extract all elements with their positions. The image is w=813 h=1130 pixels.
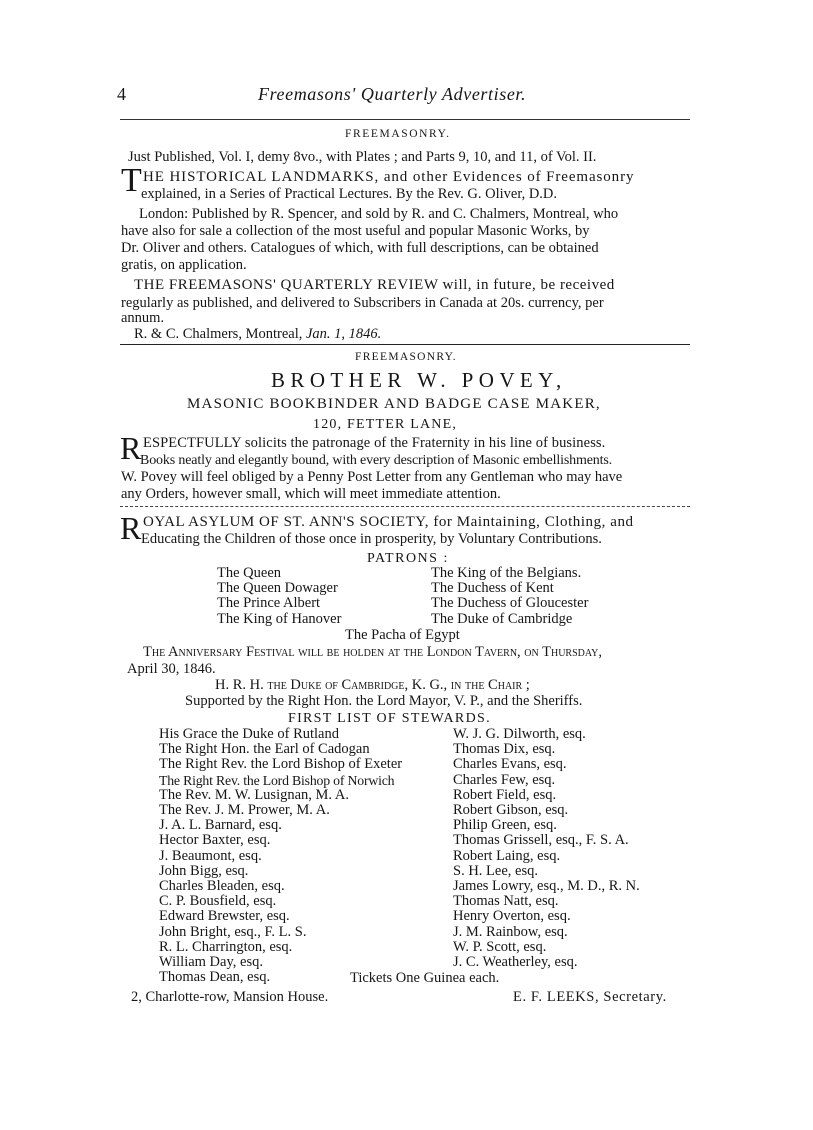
steward-right: James Lowry, esq., M. D., R. N. [453,878,640,895]
ad3-line2: Educating the Children of those once in prosperity, by Voluntary Contributions. [141,531,602,547]
steward-left: R. L. Charrington, esq. [159,938,293,955]
steward-left: J. Beaumont, esq. [159,847,262,864]
steward-left: The Rev. M. W. Lusignan, M. A. [159,786,349,803]
steward-right: J. M. Rainbow, esq. [453,923,568,940]
ad3-line1: OYAL ASYLUM OF ST. ANN'S SOCIETY, for Maintaining, Clothing, and [143,514,634,530]
patron-right: The Duchess of Gloucester [431,595,589,612]
patron-center: The Pacha of Egypt [345,627,460,643]
steward-left: John Bright, esq., F. L. S. [159,923,307,940]
ad1-line2: explained, in a Series of Practical Lectures. By the Rev. G. Oliver, D.D. [141,186,558,202]
ad1-para2-line1: London: Published by R. Spencer, and sold by R. and C. Chalmers, Montreal, who [139,206,619,222]
header-rule [120,119,690,120]
ad1-heading: FREEMASONRY. [345,128,451,140]
festival-line2: April 30, 1846. [127,661,216,677]
ad1-signature [134,326,381,343]
steward-left: The Right Rev. the Lord Bishop of Exeter [159,756,403,773]
ad1-signature-date: Jan. 1, 1846. [305,326,382,342]
patrons-heading: PATRONS : [367,551,449,566]
ad2-dropcap: R [120,430,142,466]
ad1-para2-line4: gratis, on application. [121,257,247,273]
steward-right: Robert Gibson, esq. [453,802,569,819]
steward-left: Charles Bleaden, esq. [159,878,285,895]
steward-left: William Day, esq. [159,954,263,971]
ad1-signature-name: R. & C. Chalmers, Montreal, [134,326,303,342]
patrons-right-column [431,566,588,627]
ad2-line1: ESPECTFULLY solicits the patronage of the Fraternity in his line of business. [143,435,606,451]
steward-left: The Right Rev. the Lord Bishop of Norwich [159,772,395,788]
ad1-para3-line1: THE FREEMASONS' QUARTERLY REVIEW will, in future, be received [134,277,615,293]
ad3-dropcap: R [120,510,142,546]
ad2-line3: W. Povey will feel obliged by a Penny Post Letter from any Gentleman who may have [121,469,623,485]
ad2-heading: FREEMASONRY. [355,351,457,363]
patron-left: The King of Hanover [217,610,342,627]
ad1-para2-line2: have also for sale a collection of the most useful and popular Masonic Works, by [121,223,590,239]
page-number: 4 [117,84,126,104]
supported-line: Supported by the Right Hon. the Lord Mayor, V. P., and the Sheriffs. [185,693,583,709]
ad1-line1: HE HISTORICAL LANDMARKS, and other Evidences of Freemasonry [143,169,635,185]
steward-right: Henry Overton, esq. [453,908,571,925]
patron-left: The Queen Dowager [217,580,338,597]
ad2-line4: any Orders, however small, which will meet immediate attention. [121,486,501,502]
ad2-name: BROTHER W. POVEY, [271,368,567,392]
patron-right: The Duke of Cambridge [431,610,573,627]
steward-right: W. P. Scott, esq. [453,938,547,955]
steward-right: J. C. Weatherley, esq. [453,954,578,971]
running-title: Freemasons' Quarterly Advertiser. [258,84,527,104]
steward-left: Hector Baxter, esq. [159,832,271,849]
steward-right: Thomas Dix, esq. [453,741,556,758]
steward-left: Edward Brewster, esq. [159,908,290,925]
patron-right: The King of the Belgians. [431,565,582,581]
tickets-line: Tickets One Guinea each. [350,970,500,986]
patron-left: The Prince Albert [217,595,321,612]
steward-right: Thomas Natt, esq. [453,893,559,910]
steward-right: Charles Few, esq. [453,771,556,788]
steward-right: Charles Evans, esq. [453,756,567,773]
ad1-para2-line3: Dr. Oliver and others. Catalogues of which, with full descriptions, can be obtained [121,240,599,256]
stewards-right-column [453,727,640,970]
ad2-trade: MASONIC BOOKBINDER AND BADGE CASE MAKER, [187,396,601,412]
ad1-para3-line3: annum. [121,310,165,326]
patron-right: The Duchess of Kent [431,580,554,597]
ad1-dropcap: T [121,162,142,199]
ad1-para3-line2: regularly as published, and delivered to Subscribers in Canada at 20s. currency, per [121,295,604,311]
steward-left: The Rev. J. M. Prower, M. A. [159,802,330,819]
steward-right: S. H. Lee, esq. [453,862,538,879]
ad1-intro: Just Published, Vol. I, demy 8vo., with Plates ; and Parts 9, 10, and 11, of Vol. II. [128,149,597,165]
ad2-line2: Books neatly and elegantly bound, with every description of Masonic embellishments. [140,453,613,468]
patron-left: The Queen [217,565,282,581]
steward-right: Robert Field, esq. [453,786,557,803]
society-address: 2, Charlotte-row, Mansion House. [131,989,329,1005]
steward-right: Philip Green, esq. [453,817,557,834]
steward-right: Robert Laing, esq. [453,847,561,864]
festival-line1: The Anniversary Festival will be holden at the London Tavern, on Thursday, [143,644,603,660]
ad1-bottom-rule [120,344,690,345]
steward-left: Thomas Dean, esq. [159,969,271,986]
ad2-address: 120, FETTER LANE, [313,417,458,432]
steward-left: The Right Hon. the Earl of Cadogan [159,741,370,758]
ad2-bottom-rule [120,506,690,507]
steward-right: Thomas Grissell, esq., F. S. A. [453,832,629,849]
steward-left: His Grace the Duke of Rutland [159,726,339,742]
secretary-signature: E. F. LEEKS, Secretary. [513,989,667,1005]
stewards-left-column [159,727,402,985]
stewards-heading: FIRST LIST OF STEWARDS. [288,711,491,726]
patrons-left-column [217,566,341,627]
steward-right: W. J. G. Dilworth, esq. [453,726,586,742]
chair-line: H. R. H. the Duke of Cambridge, K. G., in the Chair ; [215,677,530,693]
steward-left: J. A. L. Barnard, esq. [159,817,282,834]
steward-left: C. P. Bousfield, esq. [159,893,277,910]
steward-left: John Bigg, esq. [159,862,249,879]
